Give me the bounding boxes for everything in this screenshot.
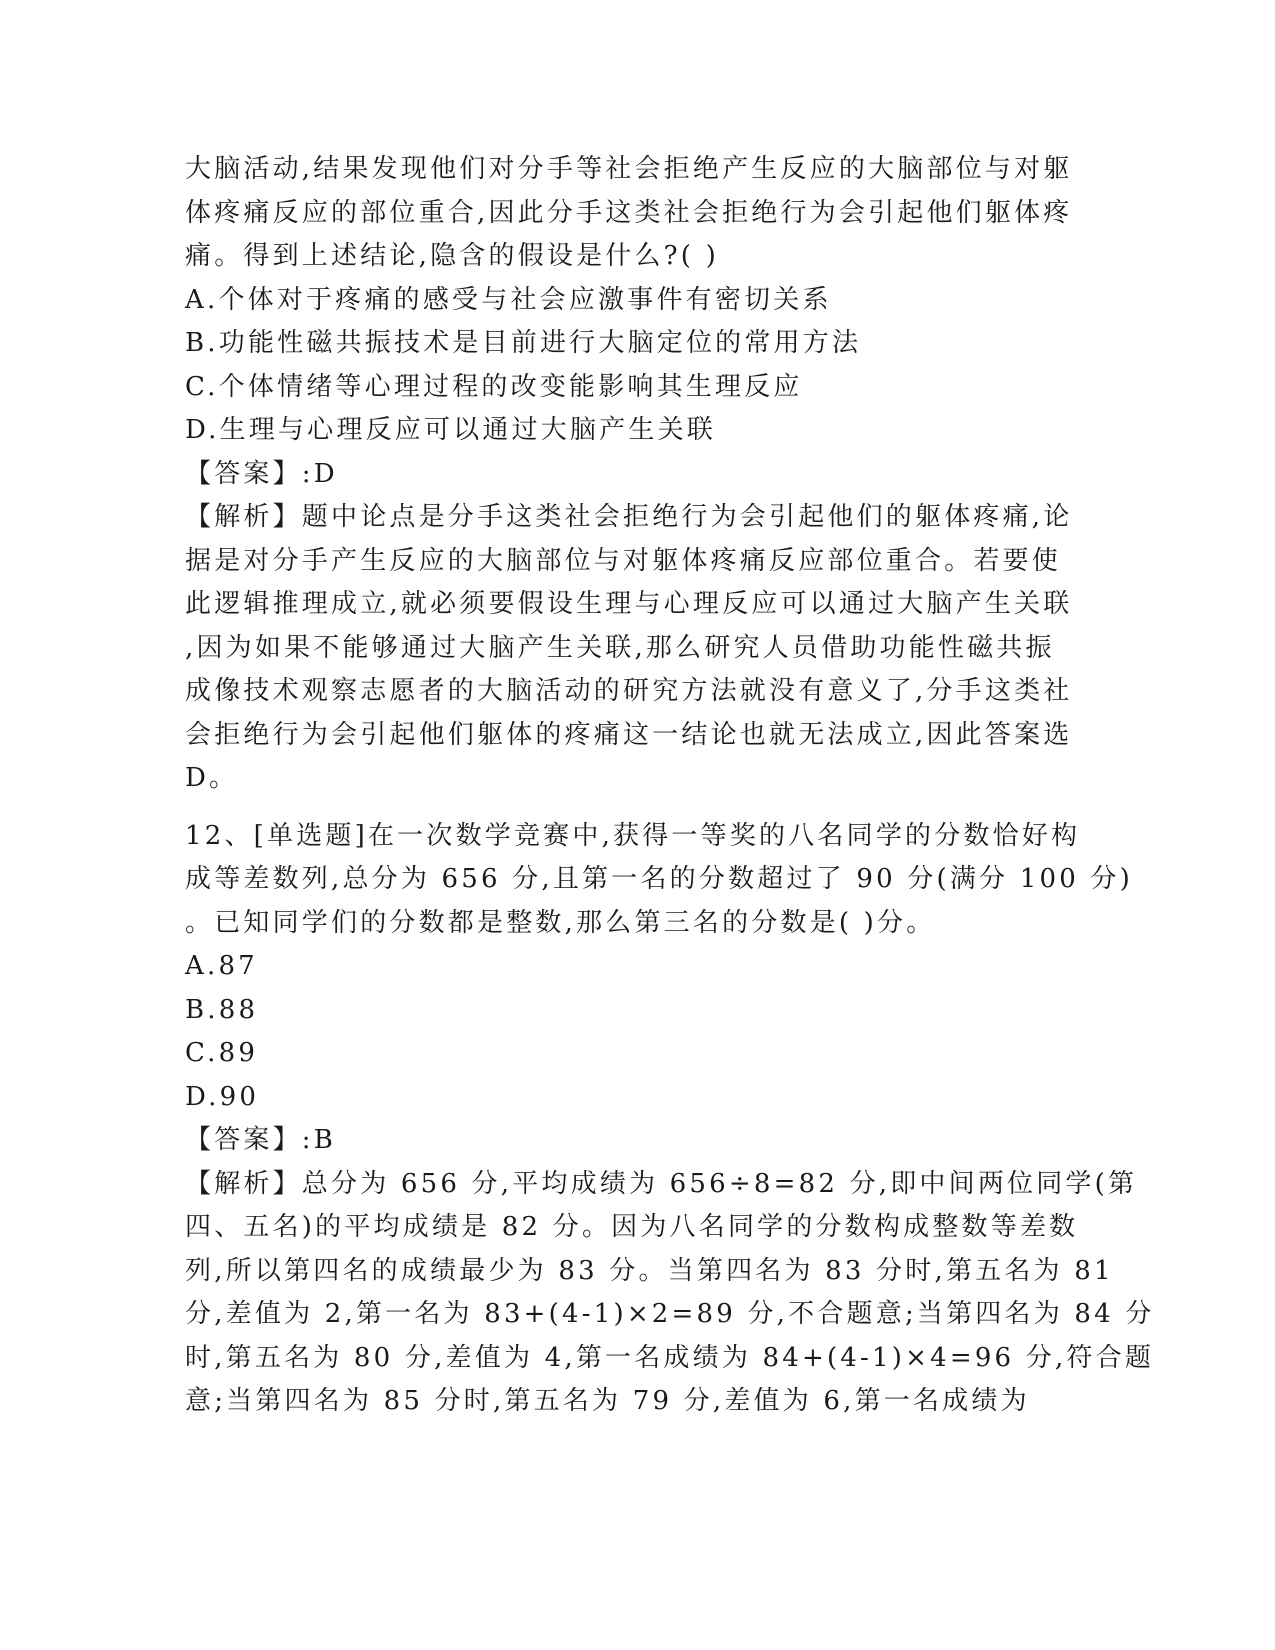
document-page [185, 148, 1155, 1424]
answer-line: 【答案】:B [185, 1125, 337, 1155]
question-12-block [185, 815, 1155, 1424]
analysis-line: 意;当第四名为 85 分时,第五名为 79 分,差值为 6,第一名成绩为 [185, 1386, 1030, 1416]
analysis-line: ,因为如果不能够通过大脑产生关联,那么研究人员借助功能性磁共振 [185, 632, 1055, 663]
option-d: D.90 [185, 1081, 260, 1112]
analysis-line: 【解析】题中论点是分手这类社会拒绝行为会引起他们的躯体疼痛,论 [185, 502, 1073, 532]
analysis-line: 【解析】总分为 656 分,平均成绩为 656÷8=82 分,即中间两位同学(第 [185, 1168, 1138, 1199]
question-spacer [185, 801, 1085, 815]
question-11-block [185, 148, 1085, 801]
analysis-line: 时,第五名为 80 分,差值为 4,第一名成绩为 84+(4-1)×4=96 分,符合题 [185, 1342, 1155, 1373]
option-a: A.87 [185, 951, 258, 981]
analysis-line: 成像技术观察志愿者的大脑活动的研究方法就没有意义了,分手这类社 [185, 676, 1073, 706]
question-stem-line: 大脑活动,结果发现他们对分手等社会拒绝产生反应的大脑部位与对躯 [185, 154, 1073, 184]
option-b: B.功能性磁共振技术是目前进行大脑定位的常用方法 [185, 328, 862, 358]
answer-line: 【答案】:D [185, 458, 338, 489]
question-stem-line: 。已知同学们的分数都是整数,那么第三名的分数是( )分。 [185, 907, 936, 938]
option-c: C.个体情绪等心理过程的改变能影响其生理反应 [185, 371, 803, 402]
option-c: C.89 [185, 1038, 259, 1068]
analysis-line: 列,所以第四名的成绩最少为 83 分。当第四名为 83 分时,第五名为 81 [185, 1255, 1114, 1286]
analysis-line: 此逻辑推理成立,就必须要假设生理与心理反应可以通过大脑产生关联 [185, 589, 1073, 619]
option-b: B.88 [185, 994, 259, 1025]
question-stem-line: 12、[单选题]在一次数学竞赛中,获得一等奖的八名同学的分数恰好构 [185, 820, 1081, 851]
analysis-line: 据是对分手产生反应的大脑部位与对躯体疼痛反应部位重合。若要使 [185, 545, 1062, 576]
question-stem-line: 痛。得到上述结论,隐含的假设是什么?( ) [185, 241, 719, 271]
question-stem-line: 成等差数列,总分为 656 分,且第一名的分数超过了 90 分(满分 100 分) [185, 864, 1133, 894]
option-d: D.生理与心理反应可以通过大脑产生关联 [185, 415, 716, 445]
analysis-line: D。 [185, 763, 239, 793]
analysis-line: 四、五名)的平均成绩是 82 分。因为八名同学的分数构成整数等差数 [185, 1212, 1079, 1242]
question-stem-line: 体疼痛反应的部位重合,因此分手这类社会拒绝行为会引起他们躯体疼 [185, 197, 1073, 228]
option-a: A.个体对于疼痛的感受与社会应激事件有密切关系 [185, 284, 832, 315]
analysis-line: 分,差值为 2,第一名为 83+(4-1)×2=89 分,不合题意;当第四名为 84 分 [185, 1299, 1155, 1329]
analysis-line: 会拒绝行为会引起他们躯体的疼痛这一结论也就无法成立,因此答案选 [185, 719, 1073, 750]
